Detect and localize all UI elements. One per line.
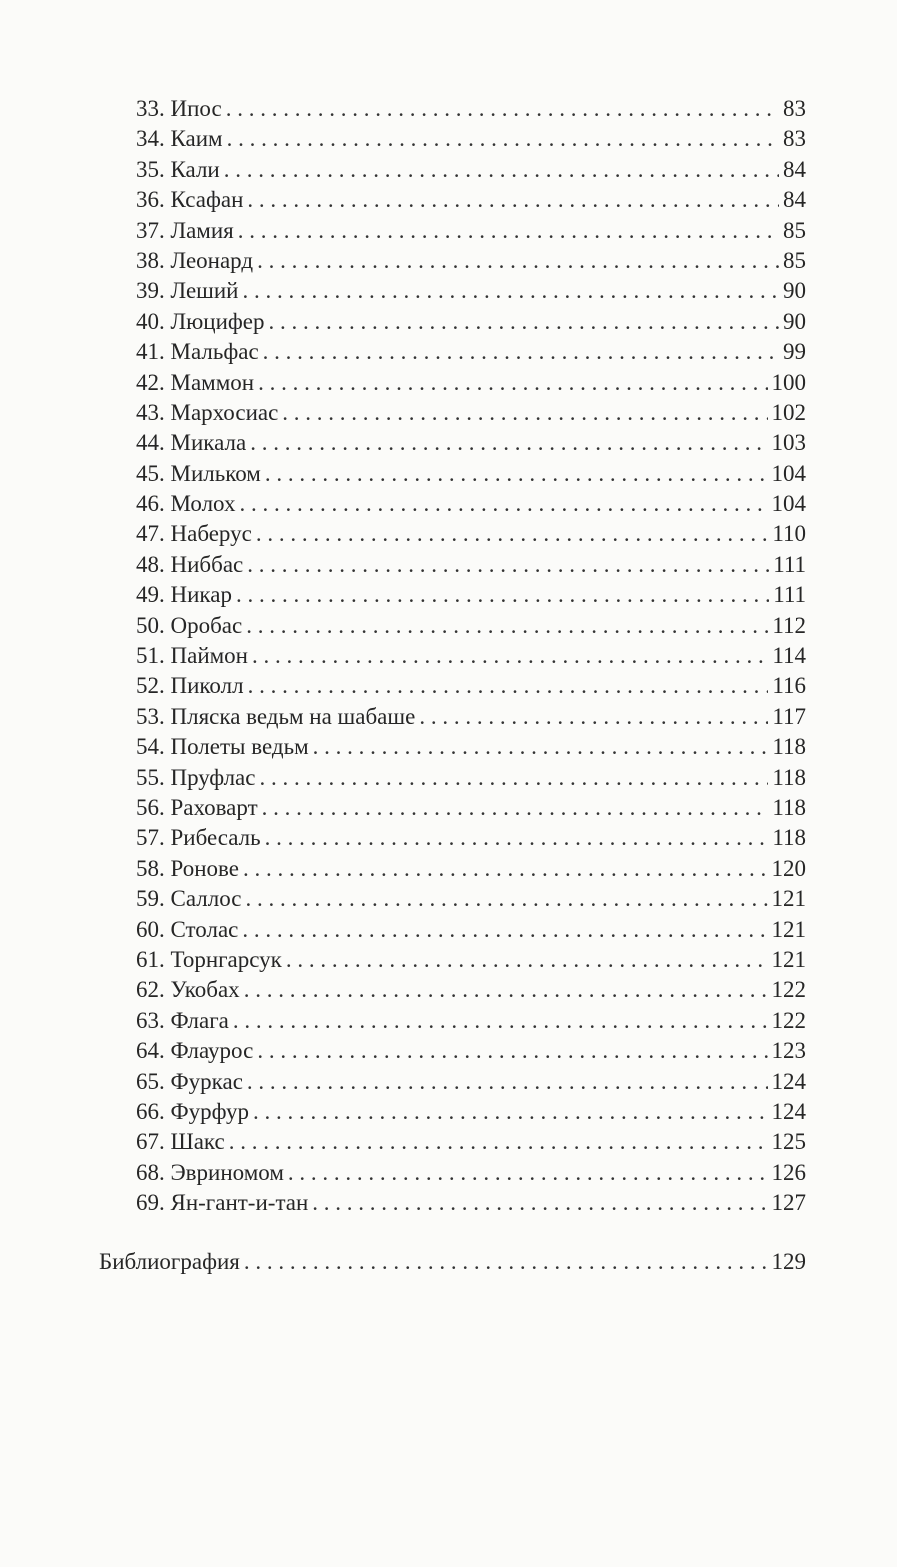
toc-entry[interactable] <box>136 489 806 519</box>
toc-entry[interactable] <box>136 307 806 337</box>
dot-leader <box>244 975 768 1005</box>
toc-entry[interactable] <box>136 702 806 732</box>
toc-entry[interactable] <box>136 763 806 793</box>
entry-page-number: 117 <box>772 703 806 729</box>
entry-title: 34. Каим <box>136 126 223 152</box>
toc-entry[interactable] <box>136 1127 806 1157</box>
toc-entry[interactable] <box>136 1006 806 1036</box>
dot-leader <box>257 1036 767 1066</box>
dot-leader <box>224 155 779 185</box>
toc-entry[interactable] <box>136 641 806 671</box>
entry-title: 52. Пиколл <box>136 673 244 699</box>
entry-page-number: 129 <box>771 1249 806 1275</box>
toc-entry[interactable] <box>136 1036 806 1066</box>
entry-title: 56. Раховарт <box>136 794 258 820</box>
entry-title: 44. Микала <box>136 430 247 456</box>
entry-title: 36. Ксафан <box>136 187 244 213</box>
dot-leader <box>252 641 768 671</box>
entry-page-number: 83 <box>783 96 806 121</box>
dot-leader <box>258 368 767 398</box>
entry-page-number: 122 <box>771 1007 806 1033</box>
entry-title: 38. Леонард <box>136 247 254 273</box>
dot-leader <box>313 732 769 762</box>
entry-page-number: 84 <box>783 187 806 213</box>
entry-title: 64. Флаурос <box>136 1038 254 1064</box>
entry-page-number: 102 <box>771 399 806 425</box>
toc-entry[interactable] <box>136 216 806 246</box>
entry-page-number: 116 <box>772 673 806 699</box>
toc-entry[interactable] <box>136 580 806 610</box>
entry-page-number: 123 <box>771 1038 806 1064</box>
entry-page-number: 118 <box>772 734 806 760</box>
entry-title: 41. Мальфас <box>136 339 259 365</box>
entry-page-number: 103 <box>771 430 806 456</box>
entry-page-number: 114 <box>772 643 806 669</box>
dot-leader <box>256 519 769 549</box>
toc-entry[interactable] <box>136 124 806 154</box>
dot-leader <box>257 246 779 276</box>
entry-title: 67. Шакс <box>136 1129 225 1155</box>
toc-entry[interactable] <box>136 246 806 276</box>
entry-page-number: 111 <box>773 582 806 608</box>
dot-leader <box>263 337 779 367</box>
dot-leader <box>250 428 767 458</box>
entry-page-number: 110 <box>772 521 806 547</box>
toc-entry[interactable] <box>136 884 806 914</box>
entry-page-number: 100 <box>771 369 806 395</box>
entry-title: 60. Столас <box>136 916 239 942</box>
entry-page-number: 126 <box>771 1159 806 1185</box>
toc-entry[interactable] <box>136 915 806 945</box>
dot-leader <box>244 1247 768 1277</box>
dot-leader <box>233 1006 768 1036</box>
entry-page-number: 120 <box>771 855 806 881</box>
entry-title: 43. Мархосиас <box>136 399 279 425</box>
dot-leader <box>246 611 768 641</box>
table-of-contents <box>0 94 897 1278</box>
toc-entry[interactable] <box>136 550 806 580</box>
toc-entry[interactable] <box>136 945 806 975</box>
entry-page-number: 99 <box>783 339 806 365</box>
toc-entry[interactable] <box>136 793 806 823</box>
entry-page-number: 90 <box>783 278 806 304</box>
toc-entry[interactable] <box>136 823 806 853</box>
entry-page-number: 118 <box>772 825 806 851</box>
entry-title: 47. Наберус <box>136 521 252 547</box>
dot-leader <box>286 945 768 975</box>
entry-title: 46. Молох <box>136 491 236 517</box>
dot-leader <box>419 702 768 732</box>
entry-title: 58. Ронове <box>136 855 239 881</box>
dot-leader <box>229 1127 768 1157</box>
entry-title: 49. Никар <box>136 582 232 608</box>
entry-page-number: 84 <box>783 156 806 182</box>
entry-page-number: 122 <box>771 977 806 1003</box>
dot-leader <box>236 580 769 610</box>
entry-title: 45. Мильком <box>136 460 261 486</box>
toc-entry[interactable] <box>136 611 806 641</box>
dot-leader <box>227 124 779 154</box>
entry-title: 40. Люцифер <box>136 308 265 334</box>
toc-entry[interactable] <box>136 1097 806 1127</box>
dot-leader <box>265 459 768 489</box>
toc-entry[interactable] <box>136 155 806 185</box>
entry-page-number: 121 <box>771 946 806 972</box>
dot-leader <box>243 854 768 884</box>
toc-entry-bibliography[interactable] <box>99 1247 806 1277</box>
toc-entry[interactable] <box>136 276 806 306</box>
dot-leader <box>246 884 768 914</box>
entry-title: 51. Паймон <box>136 643 248 669</box>
entry-title: 65. Фуркас <box>136 1068 243 1094</box>
entry-page-number: 124 <box>771 1068 806 1094</box>
dot-leader <box>262 793 769 823</box>
entry-title: 53. Пляска ведьм на шабаше <box>136 703 416 729</box>
toc-entry[interactable] <box>136 459 806 489</box>
entry-title: 50. Оробас <box>136 612 243 638</box>
dot-leader <box>288 1158 768 1188</box>
entry-title: Библиография <box>99 1249 240 1275</box>
entry-title: 57. Рибесаль <box>136 825 261 851</box>
entry-title: 69. Ян-гант-и-тан <box>136 1190 309 1216</box>
dot-leader <box>247 550 769 580</box>
dot-leader <box>242 915 767 945</box>
dot-leader <box>269 307 779 337</box>
toc-entry[interactable] <box>136 1158 806 1188</box>
entry-page-number: 83 <box>783 126 806 152</box>
entry-page-number: 118 <box>772 764 806 790</box>
dot-leader <box>238 216 779 246</box>
toc-entry[interactable] <box>136 854 806 884</box>
dot-leader <box>247 1067 768 1097</box>
toc-entry[interactable] <box>136 975 806 1005</box>
entry-title: 61. Торнгарсук <box>136 946 282 972</box>
dot-leader <box>248 671 769 701</box>
dot-leader <box>259 763 768 793</box>
dot-leader <box>239 489 767 519</box>
entry-title: 37. Ламия <box>136 217 234 243</box>
dot-leader <box>312 1188 767 1218</box>
entry-page-number: 104 <box>771 491 806 517</box>
entry-title: 48. Ниббас <box>136 551 244 577</box>
toc-entry[interactable] <box>136 519 806 549</box>
entry-page-number: 85 <box>783 247 806 273</box>
dot-leader <box>226 94 779 124</box>
entry-title: 63. Флага <box>136 1007 229 1033</box>
entry-page-number: 121 <box>771 886 806 912</box>
toc-entry[interactable] <box>136 398 806 428</box>
entry-title: 59. Саллос <box>136 886 242 912</box>
entry-title: 55. Пруфлас <box>136 764 256 790</box>
dot-leader <box>265 823 769 853</box>
entry-page-number: 125 <box>771 1129 806 1155</box>
toc-entry[interactable] <box>136 1188 806 1218</box>
section-gap <box>0 1218 897 1247</box>
entry-page-number: 124 <box>771 1098 806 1124</box>
entry-title: 42. Маммон <box>136 369 255 395</box>
entry-title: 35. Кали <box>136 156 220 182</box>
toc-entry[interactable] <box>136 428 806 458</box>
entry-title: 39. Леший <box>136 278 239 304</box>
entry-page-number: 118 <box>772 794 806 820</box>
entry-title: 66. Фурфур <box>136 1098 250 1124</box>
entry-title: 33. Ипос <box>136 96 222 121</box>
entry-page-number: 121 <box>771 916 806 942</box>
toc-entry[interactable] <box>136 732 806 762</box>
entry-page-number: 104 <box>771 460 806 486</box>
toc-entry[interactable] <box>136 94 806 124</box>
dot-leader <box>282 398 767 428</box>
entry-page-number: 85 <box>783 217 806 243</box>
entry-page-number: 112 <box>772 612 806 638</box>
entry-title: 62. Укобах <box>136 977 240 1003</box>
entry-title: 54. Полеты ведьм <box>136 734 309 760</box>
dot-leader <box>247 185 779 215</box>
entry-page-number: 127 <box>771 1190 806 1216</box>
dot-leader <box>242 276 779 306</box>
toc-entry[interactable] <box>136 337 806 367</box>
toc-entry[interactable] <box>136 1067 806 1097</box>
toc-entry[interactable] <box>136 185 806 215</box>
toc-entry[interactable] <box>136 671 806 701</box>
entry-page-number: 90 <box>783 308 806 334</box>
entry-title: 68. Эвриномом <box>136 1159 284 1185</box>
entry-page-number: 111 <box>773 551 806 577</box>
toc-entry[interactable] <box>136 368 806 398</box>
dot-leader <box>253 1097 767 1127</box>
